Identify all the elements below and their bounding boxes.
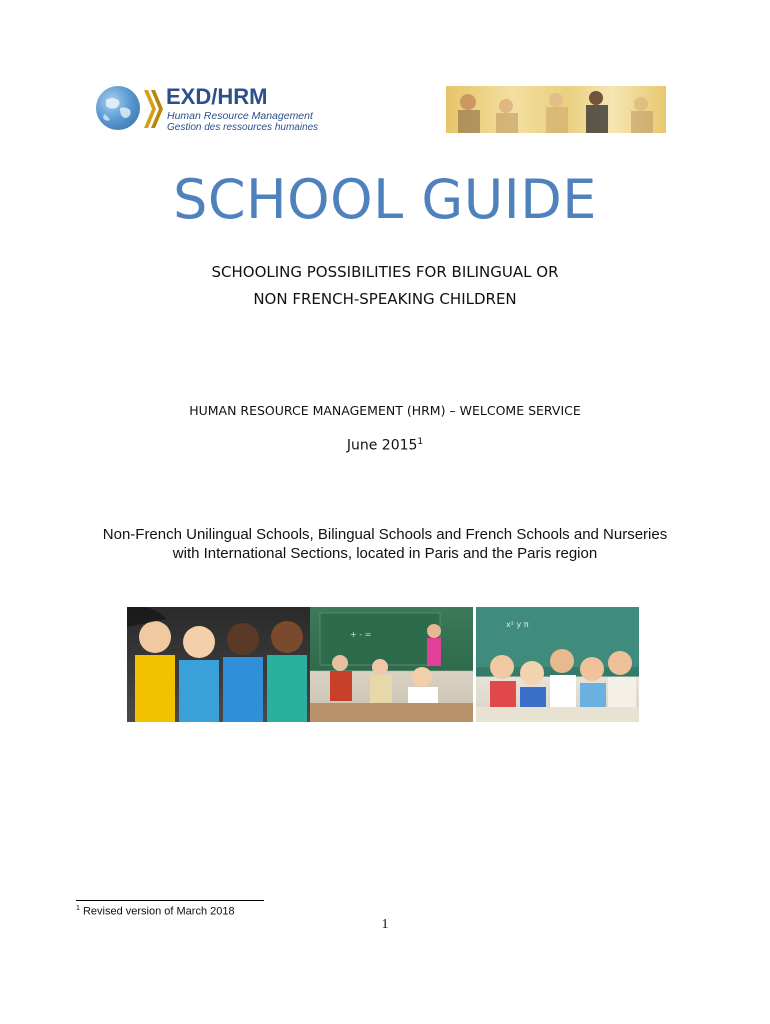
- department-line: HUMAN RESOURCE MANAGEMENT (HRM) – WELCOME SERVICE: [189, 403, 581, 418]
- exd-hrm-logo: [96, 84, 319, 134]
- logo-title: EXD/HRM: [166, 84, 268, 109]
- date-footnote-mark: 1: [417, 437, 424, 447]
- description-line-2: with International Sections, located in Paris and the Paris region: [172, 545, 598, 562]
- globe-icon: [96, 86, 140, 130]
- logo-subtitle-english: Human Resource Management: [167, 110, 313, 122]
- date-text: June 2015: [346, 437, 418, 454]
- document-title: SCHOOL GUIDE: [173, 168, 597, 231]
- subtitle-line-1: SCHOOLING POSSIBILITIES FOR BILINGUAL OR: [211, 263, 559, 281]
- subtitle-line-2: NON FRENCH-SPEAKING CHILDREN: [253, 290, 517, 308]
- students-group-photo: [476, 607, 639, 722]
- logo-subtitle-french: Gestion des ressources humaines: [167, 122, 319, 133]
- footnote-text: Revised version of March 2018: [82, 905, 235, 918]
- footnote-mark: 1: [76, 905, 80, 912]
- people-banner-image: [446, 86, 666, 133]
- page-number: 1: [381, 917, 389, 932]
- document-description: [0, 525, 770, 563]
- footnote-separator: [76, 900, 264, 901]
- description-line-1: Non-French Unilingual Schools, Bilingual Schools and French Schools and Nurseries: [102, 526, 668, 543]
- classroom-photo: [310, 607, 473, 722]
- svg-text:+ - =: + - =: [350, 630, 372, 639]
- chevrons-icon: [142, 88, 164, 130]
- document-subtitle: [0, 259, 770, 313]
- footnote: [76, 905, 235, 918]
- children-photo: [127, 607, 310, 722]
- svg-text:x² y π: x² y π: [506, 620, 529, 629]
- document-date: [0, 437, 770, 454]
